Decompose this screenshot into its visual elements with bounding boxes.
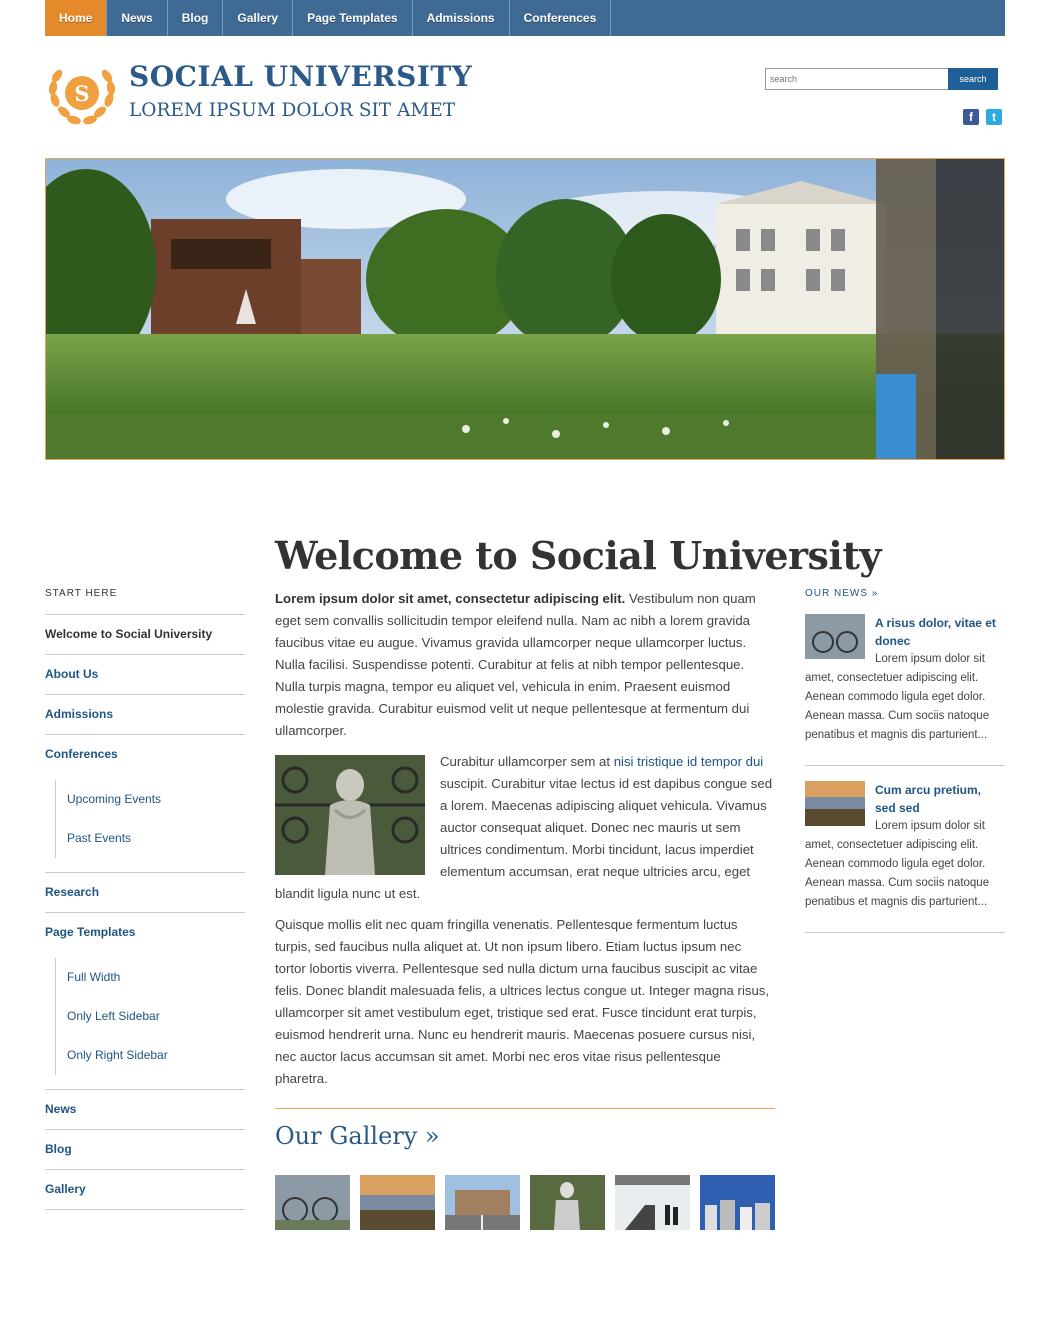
news-heading[interactable]: OUR NEWS » [805, 588, 879, 599]
page-title: Welcome to Social University [275, 533, 882, 579]
sidebar-subitem-only-right-sidebar[interactable]: Only Right Sidebar [67, 1048, 168, 1062]
gallery-thumb-building[interactable] [445, 1175, 520, 1230]
sidebar-subitem-full-width[interactable]: Full Width [67, 970, 121, 984]
nav-page-templates[interactable]: Page Templates [293, 0, 412, 36]
sidebar-item-news[interactable]: News [45, 1090, 245, 1130]
sidebar-item-research[interactable]: Research [45, 873, 245, 913]
news-title[interactable]: A risus dolor, vitae et donec [875, 616, 996, 648]
gallery-thumb-interior[interactable] [615, 1175, 690, 1230]
gallery-thumb-landscape[interactable] [360, 1175, 435, 1230]
twitter-icon[interactable]: t [986, 109, 1002, 125]
intro-bold: Lorem ipsum dolor sit amet, consectetur adipiscing elit. [275, 591, 626, 606]
p2-rest: suscipit. Curabitur vitae lectus id est dapibus congue sed a lorem. Maecenas adipiscing aliquet vehicula. Vivamus auctor consequat aliquet. Donec nec mauris ut sem ultrices condimentum. Morbi tincidunt, lacus imperdiet elementum accumsan, erat neque ultricies arcu, eget blandit ligula nunc ut est. [275, 776, 773, 901]
sidebar-subitem-past-events[interactable]: Past Events [67, 831, 132, 845]
top-navigation [45, 0, 1005, 36]
sidebar-subitem-only-left-sidebar[interactable]: Only Left Sidebar [67, 1009, 160, 1023]
sidebar-item-page-templates[interactable]: Page Templates [45, 925, 136, 939]
sidebar-item-about[interactable]: About Us [45, 655, 245, 695]
facebook-icon[interactable]: f [963, 109, 979, 125]
site-subtitle: LOREM IPSUM DOLOR SIT AMET [129, 100, 456, 121]
news-title[interactable]: Cum arcu pretium, sed sed [875, 783, 982, 815]
gallery-thumbnails [275, 1175, 775, 1230]
sidebar-item-admissions[interactable]: Admissions [45, 695, 245, 735]
sidebar-item-gallery[interactable]: Gallery [45, 1170, 245, 1210]
intro-paragraph [275, 588, 775, 742]
gallery-thumb-bicycles[interactable] [275, 1175, 350, 1230]
sidebar-submenu-conferences [45, 774, 245, 873]
nav-blog[interactable]: Blog [168, 0, 224, 36]
left-sidebar [45, 588, 245, 1210]
news-excerpt: Lorem ipsum dolor sit amet, consectetuer adipiscing elit. Aenean commodo ligula eget dolor. Aenean massa. Cum sociis natoque penatibus et magnis dis parturient... [805, 653, 990, 741]
search-input[interactable] [765, 68, 951, 90]
tempor-link[interactable]: nisi tristique id tempor dui [613, 754, 764, 769]
nav-conferences[interactable]: Conferences [510, 0, 612, 36]
nav-admissions[interactable]: Admissions [413, 0, 510, 36]
nav-news[interactable]: News [107, 0, 167, 36]
logo-letter: S [74, 81, 90, 106]
sidebar-heading: START HERE [45, 588, 245, 615]
gallery-thumb-city[interactable] [700, 1175, 775, 1230]
news-item [805, 614, 1005, 766]
body-paragraph-3: Quisque mollis elit nec quam fringilla venenatis. Pellentesque fermentum luctus turpis, sed faucibus nulla aliquet at. Ut non ipsum libero. Etiam luctus ipsum nec tortor lobortis viverra. Pellentesque sed nulla dictum urna faucibus suscipit ac vitae felis. Donec blandit malesuada felis, a ultrices lectus congue ut. Integer magna risus, ullamcorper sit amet vestibulum eget, tristique sed erat. Fusce tincidunt erat turpis, euismod hendrerit urna. Nunc eu hendrerit mauris. Maecenas posuere cursus nisi, nec auctor lacus accumsan sit amet. Morbi nec eros vitae risus pellentesque pharetra. [275, 917, 770, 1086]
statue-image [275, 755, 425, 875]
gallery-heading[interactable]: Our Gallery » [275, 1122, 440, 1150]
divider [275, 1108, 775, 1109]
sidebar-item-welcome[interactable]: Welcome to Social University [45, 615, 245, 655]
news-excerpt: Lorem ipsum dolor sit amet, consectetuer adipiscing elit. Aenean commodo ligula eget dolor. Aenean massa. Cum sociis natoque penatibus et magnis dis parturient... [805, 820, 990, 908]
nav-gallery[interactable]: Gallery [223, 0, 293, 36]
news-item [805, 781, 1005, 933]
sidebar-item-conferences[interactable]: Conferences [45, 747, 118, 761]
sidebar-item-blog[interactable]: Blog [45, 1130, 245, 1170]
laurel-logo-icon[interactable] [45, 60, 119, 128]
gallery-thumb-statue[interactable] [530, 1175, 605, 1230]
intro-text: Vestibulum non quam eget sem convallis sollicitudin tempor eleifend nulla. Nam ac nibh a lorem gravida faucibus vitae eu augue. Vivamus gravida ullamcorper neque ullamcorper luctus. Nulla facilisi. Suspendisse potenti. Curabitur at felis at nibh tempor pellentesque. Nulla turpis magna, tempor eu aliquet vel, vehicula in enim. Praesent euismod molestie gravida. Curabitur euismod velit ut neque pellentesque at fermentum dui ullamcorper. [275, 591, 756, 738]
news-thumb-landscape[interactable] [805, 781, 865, 826]
search-button[interactable]: search [948, 68, 998, 90]
sidebar-subitem-upcoming-events[interactable]: Upcoming Events [67, 792, 162, 806]
right-sidebar [805, 588, 1005, 948]
sidebar-submenu-page-templates [45, 952, 245, 1090]
site-title[interactable]: SOCIAL UNIVERSITY [129, 60, 473, 93]
main-content [275, 588, 775, 1230]
nav-home[interactable]: Home [45, 0, 107, 36]
news-thumb-bicycles[interactable] [805, 614, 865, 659]
campus-hero-image [45, 158, 1005, 460]
p2-start: Curabitur ullamcorper sem at [440, 754, 614, 769]
